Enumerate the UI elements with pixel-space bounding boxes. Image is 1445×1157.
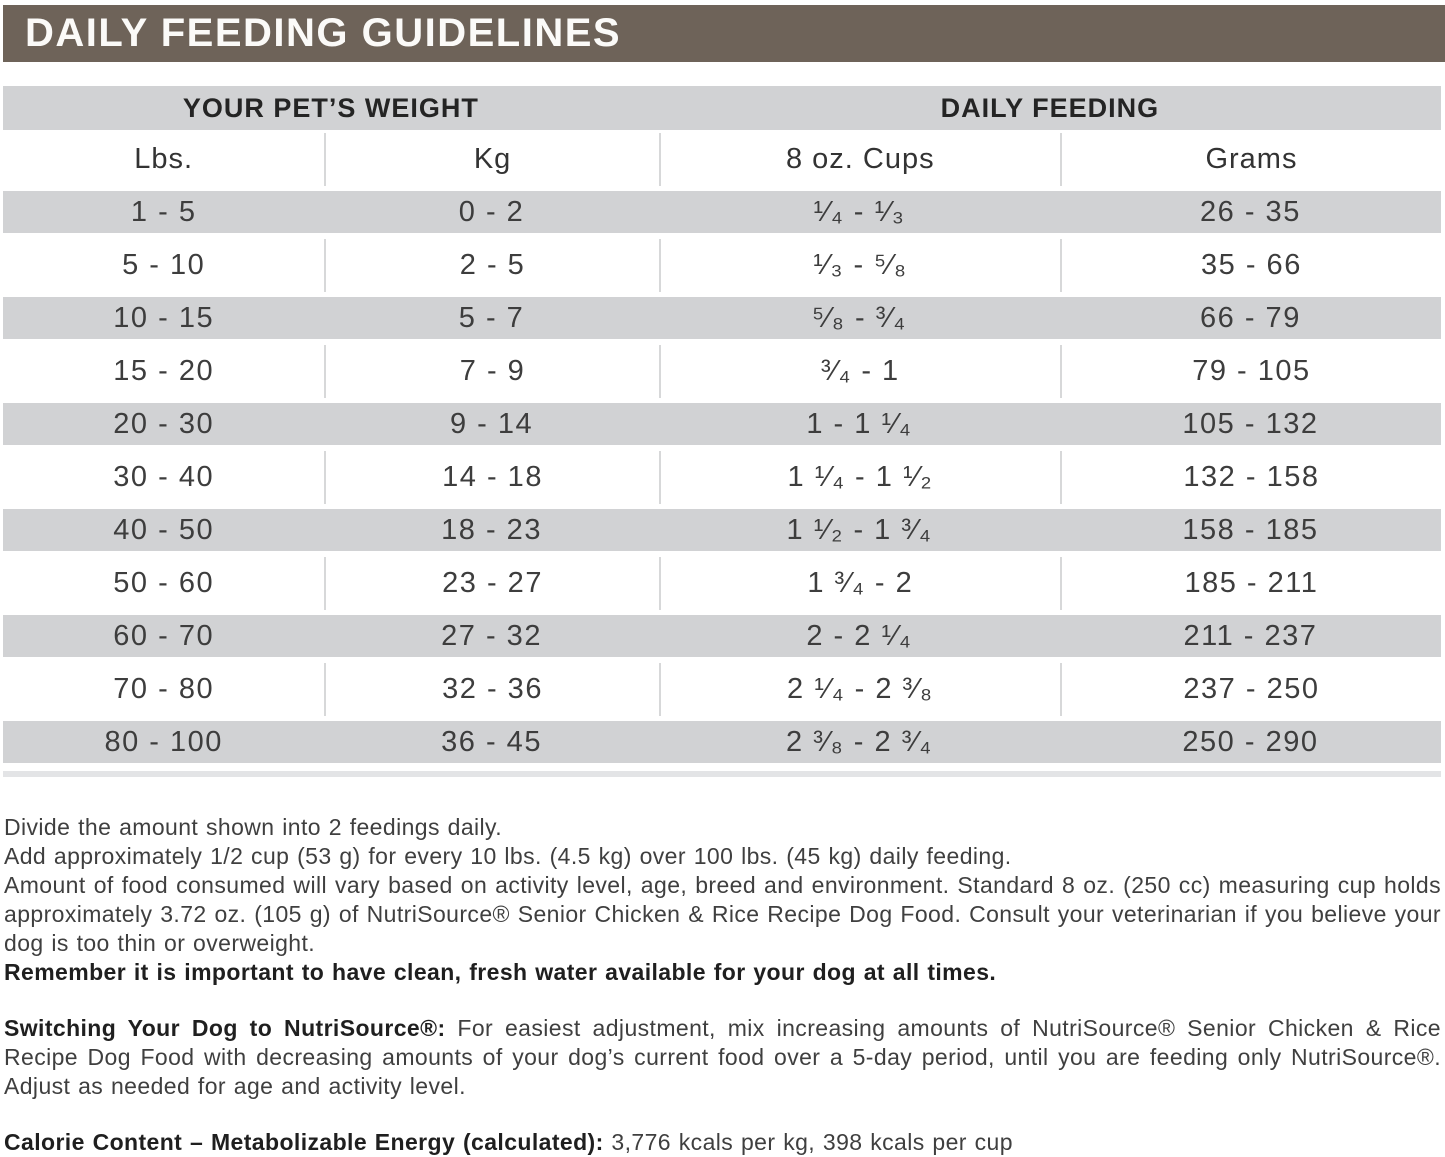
cell-lbs: 80 - 100 <box>104 725 223 758</box>
feeding-notes <box>4 813 1441 1157</box>
note-add-half-cup: Add approximately 1/2 cup (53 g) for every 10 lbs. (4.5 kg) over 100 lbs. (45 kg) daily feeding. <box>4 843 1012 869</box>
table-row <box>3 610 1441 663</box>
cell-kg: 36 - 45 <box>441 725 542 758</box>
cell-kg: 23 - 27 <box>324 557 658 610</box>
note-calorie-body: 3,776 kcals per kg, 398 kcals per cup <box>603 1129 1013 1155</box>
cell-kg: 7 - 9 <box>324 345 658 398</box>
table-group-header-row <box>3 86 1441 130</box>
cell-grams: 105 - 132 <box>1182 407 1319 440</box>
note-switching <box>4 1014 1441 1101</box>
cell-cups: 2 ³⁄₈ - 2 ³⁄₄ <box>786 725 933 758</box>
table-row <box>3 663 1441 716</box>
table-row <box>3 398 1441 451</box>
note-divide-feedings: Divide the amount shown into 2 feedings daily. <box>4 814 503 840</box>
table-bottom-edge <box>3 771 1441 777</box>
table-row <box>3 504 1441 557</box>
cell-cups: 1 - 1 ¹⁄₄ <box>806 407 913 440</box>
cell-grams: 185 - 211 <box>1060 557 1441 610</box>
cell-cups: 1 ³⁄₄ - 2 <box>659 557 1060 610</box>
note-calorie-lead: Calorie Content – Metabolizable Energy (calculated): <box>4 1129 604 1155</box>
cell-grams: 237 - 250 <box>1060 663 1441 716</box>
cell-grams: 158 - 185 <box>1182 513 1319 546</box>
cell-cups: ³⁄₄ - 1 <box>659 345 1060 398</box>
cell-kg: 14 - 18 <box>324 451 658 504</box>
cell-cups: ⁵⁄₈ - ³⁄₄ <box>812 301 907 334</box>
cell-lbs: 15 - 20 <box>113 355 215 387</box>
cell-kg: 2 - 5 <box>324 239 658 292</box>
feeding-table <box>3 86 1441 777</box>
cell-kg: 5 - 7 <box>458 301 525 334</box>
cell-cups: 1 ¹⁄₄ - 1 ¹⁄₂ <box>659 451 1060 504</box>
cell-grams: 211 - 237 <box>1183 619 1318 652</box>
column-header-lbs: Lbs. <box>134 143 194 175</box>
cell-kg: 9 - 14 <box>449 407 534 440</box>
cell-lbs: 1 - 5 <box>130 195 197 228</box>
table-row <box>3 292 1441 345</box>
table-row <box>3 557 1441 610</box>
column-header-kg: Kg <box>324 133 658 186</box>
cell-lbs: 40 - 50 <box>113 513 215 546</box>
cell-kg: 0 - 2 <box>458 195 525 228</box>
cell-kg: 27 - 32 <box>441 619 542 652</box>
table-row <box>3 186 1441 239</box>
table-column-header-row <box>3 133 1441 186</box>
cell-lbs: 20 - 30 <box>113 407 215 440</box>
cell-cups: 2 - 2 ¹⁄₄ <box>806 619 913 652</box>
table-row <box>3 716 1441 769</box>
note-fresh-water: Remember it is important to have clean, fresh water available for your dog at all times. <box>4 959 997 985</box>
title-bar <box>3 5 1445 62</box>
cell-lbs: 30 - 40 <box>113 461 215 493</box>
group-header-pet-weight: YOUR PET’S WEIGHT <box>182 92 479 123</box>
cell-cups: 1 ¹⁄₂ - 1 ³⁄₄ <box>786 513 933 546</box>
cell-kg: 32 - 36 <box>324 663 658 716</box>
table-row <box>3 451 1441 504</box>
column-header-cups: 8 oz. Cups <box>659 133 1060 186</box>
cell-kg: 18 - 23 <box>441 513 542 546</box>
cell-grams: 66 - 79 <box>1200 301 1301 334</box>
note-calorie-content <box>4 1128 1441 1157</box>
cell-grams: 79 - 105 <box>1060 345 1441 398</box>
cell-lbs: 70 - 80 <box>113 673 215 705</box>
note-switching-body: For easiest adjustment, mix increasing amounts of NutriSource® Senior Chicken & Rice Recipe Dog Food with decreasing amounts of your dog’s current food over a 5-day period, until you are feeding only NutriSource®. Adjust as needed for age and activity level. <box>4 1015 1441 1099</box>
cell-lbs: 5 - 10 <box>122 249 206 281</box>
page-title: DAILY FEEDING GUIDELINES <box>25 11 622 55</box>
cell-grams: 35 - 66 <box>1060 239 1441 292</box>
cell-grams: 250 - 290 <box>1182 725 1319 758</box>
note-amount-vary: Amount of food consumed will vary based on activity level, age, breed and environment. Standard 8 oz. (250 cc) measuring cup holds approximately 3.72 oz. (105 g) of NutriSource® Senior Chicken & Rice Recipe Dog Food. Consult your veterinarian if you believe your dog is too thin or overweight. <box>4 872 1441 956</box>
table-body <box>3 186 1441 769</box>
cell-cups: ¹⁄₄ - ¹⁄₃ <box>813 195 906 228</box>
cell-cups: 2 ¹⁄₄ - 2 ³⁄₈ <box>659 663 1060 716</box>
table-row <box>3 239 1441 292</box>
cell-cups: ¹⁄₃ - ⁵⁄₈ <box>659 239 1060 292</box>
cell-grams: 132 - 158 <box>1060 451 1441 504</box>
cell-grams: 26 - 35 <box>1200 195 1301 228</box>
note-switching-lead: Switching Your Dog to NutriSource®: <box>4 1015 446 1041</box>
group-header-daily-feeding: DAILY FEEDING <box>940 92 1160 123</box>
table-row <box>3 345 1441 398</box>
cell-lbs: 60 - 70 <box>113 619 215 652</box>
feeding-guidelines-label <box>0 5 1445 1155</box>
cell-lbs: 10 - 15 <box>113 301 215 334</box>
cell-lbs: 50 - 60 <box>113 567 215 599</box>
column-header-grams: Grams <box>1060 133 1441 186</box>
